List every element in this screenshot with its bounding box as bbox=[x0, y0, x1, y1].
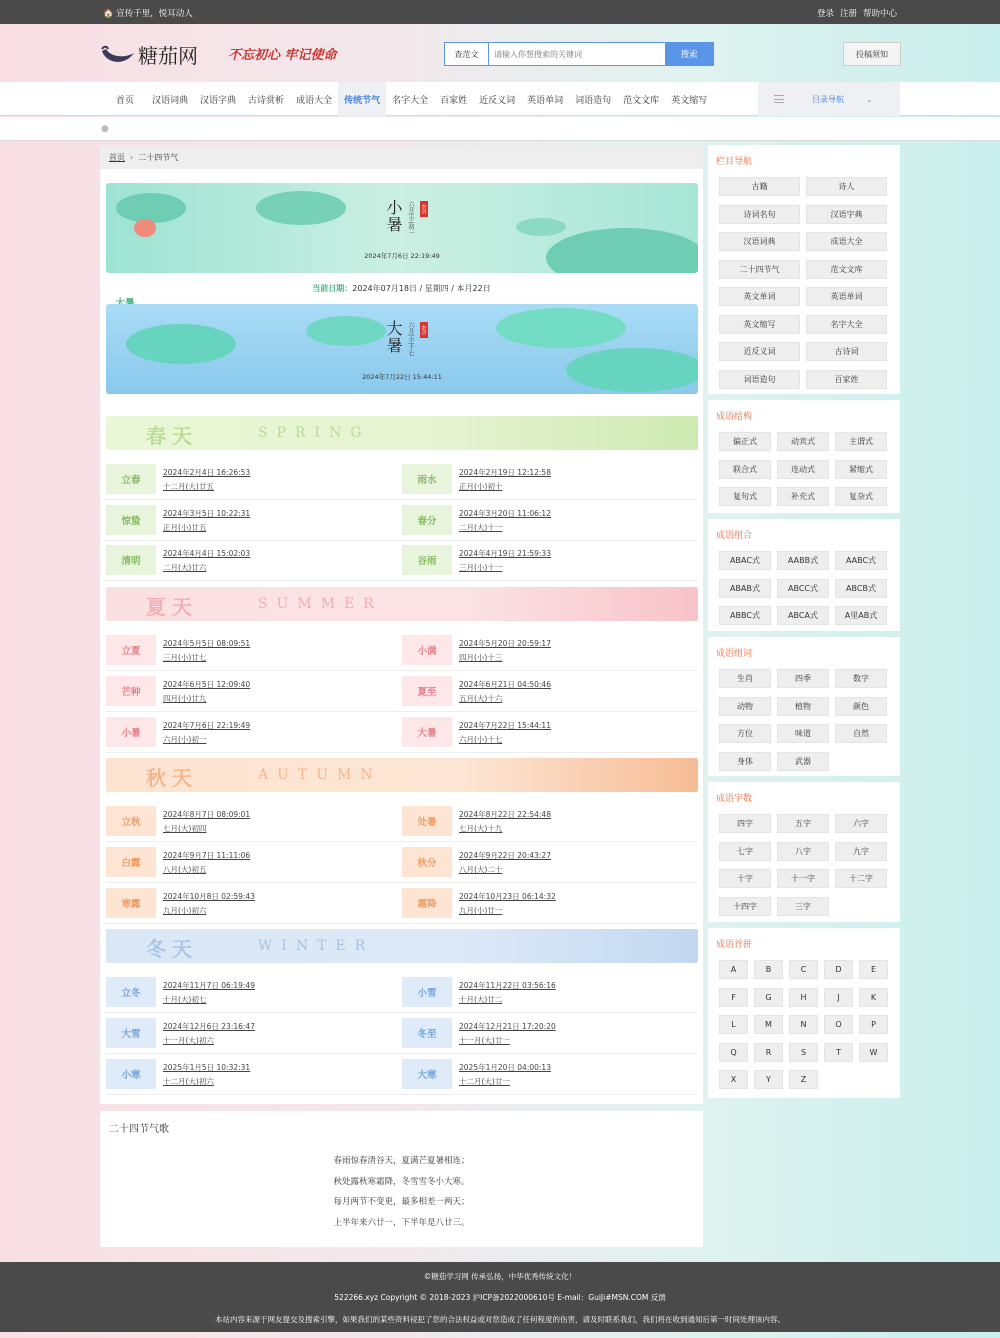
sidebar-box bbox=[708, 519, 900, 631]
top-bar bbox=[0, 0, 1000, 24]
chevron-down-icon: ⌄ bbox=[866, 94, 873, 104]
sidebar-link[interactable]: ABCC式 bbox=[777, 579, 829, 598]
song-line: 秋处露秋寒霜降，冬雪雪冬小大寒。 bbox=[333, 1176, 470, 1187]
location-bar bbox=[0, 117, 1000, 141]
lily-pad bbox=[256, 191, 346, 225]
sidebar-link[interactable]: 五字 bbox=[777, 814, 829, 833]
menu-icon bbox=[774, 95, 784, 103]
season-header-winter bbox=[106, 929, 698, 963]
term-info bbox=[459, 637, 551, 665]
location-pin-icon: ● bbox=[101, 124, 109, 134]
sidebar-link[interactable]: 英文缩写 bbox=[719, 315, 800, 334]
term-lunar[interactable]: 正月(小)廿五 bbox=[163, 522, 207, 532]
sidebar-link[interactable]: 近反义词 bbox=[719, 342, 800, 361]
term-lunar[interactable]: 八月(大)初五 bbox=[163, 864, 207, 874]
song-line: 上半年来六廿一，下半年是八廿三。 bbox=[333, 1217, 470, 1228]
term-info bbox=[163, 466, 250, 494]
sidebar-link[interactable]: 动物 bbox=[719, 697, 771, 716]
term-badge[interactable]: 冬至 bbox=[402, 1018, 452, 1048]
term-info bbox=[459, 1020, 556, 1048]
term-row bbox=[106, 1055, 698, 1095]
sidebar-link[interactable]: 成语大全 bbox=[806, 232, 887, 251]
nav-item[interactable]: 范文文库 bbox=[623, 95, 660, 106]
nav-item[interactable]: 古诗赏析 bbox=[248, 95, 285, 106]
footer-disclaimer: 本站内容来源于网友提交及搜索引擎，如果我们的某些资料侵犯了您的合法权益或对您造成了任何程度的伤害，请及时联系我们，我们将在收到通知后第一时间处理该内容。 bbox=[215, 1315, 785, 1324]
sidebar-link[interactable]: 诗人 bbox=[806, 177, 887, 196]
term-info bbox=[163, 637, 250, 665]
term-badge[interactable]: 秋分 bbox=[402, 847, 452, 877]
sidebar-link[interactable]: AABC式 bbox=[835, 551, 887, 570]
term-row bbox=[106, 1014, 698, 1054]
breadcrumb bbox=[100, 145, 703, 169]
term-date[interactable]: 2024年9月22日 20:43:27 bbox=[459, 850, 551, 860]
sidebar-link[interactable]: Q bbox=[719, 1043, 748, 1062]
term-badge[interactable]: 小暑 bbox=[106, 717, 156, 747]
sidebar-link[interactable]: 联合式 bbox=[719, 460, 771, 479]
season-en: WINTER bbox=[258, 938, 375, 955]
term-badge[interactable]: 春分 bbox=[402, 505, 452, 535]
sidebar-title: 成语结构 bbox=[716, 412, 753, 422]
sidebar-box bbox=[708, 145, 900, 394]
term-badge[interactable]: 白露 bbox=[106, 847, 156, 877]
solar-terms-song bbox=[100, 1111, 703, 1247]
footer-copyright: 522266.xyz Copyright © 2018-2023 沪ICP备2022000610号 E-mail：GuiJi#MSN.COM 反馈 bbox=[334, 1293, 666, 1302]
sidebar-link[interactable]: W bbox=[859, 1043, 888, 1062]
sidebar-link[interactable]: ABAC式 bbox=[719, 551, 771, 570]
sidebar-link[interactable]: L bbox=[719, 1015, 748, 1034]
sidebar-link[interactable]: 紧缩式 bbox=[835, 460, 887, 479]
sidebar-link[interactable]: O bbox=[824, 1015, 853, 1034]
term-row bbox=[106, 672, 698, 712]
term-info bbox=[459, 507, 551, 535]
nav-item[interactable]: 汉语词典 bbox=[152, 95, 189, 106]
sidebar-link[interactable]: 七字 bbox=[719, 842, 771, 861]
sidebar-grid bbox=[719, 960, 888, 1089]
sidebar-grid bbox=[719, 814, 887, 916]
breadcrumb-home[interactable]: 首页 bbox=[109, 153, 125, 162]
current-term-banner bbox=[106, 183, 698, 273]
term-card bbox=[362, 316, 442, 390]
nav-item[interactable]: 近反义词 bbox=[479, 95, 516, 106]
term-info bbox=[459, 1061, 551, 1089]
term-badge[interactable]: 谷雨 bbox=[402, 545, 452, 575]
sidebar-grid bbox=[719, 551, 887, 625]
lily-pad bbox=[516, 218, 566, 236]
term-row bbox=[106, 802, 698, 842]
sidebar-title: 成语首拼 bbox=[716, 940, 753, 950]
term-info bbox=[459, 678, 551, 706]
lily-pad bbox=[496, 308, 626, 348]
sidebar-link[interactable]: 身体 bbox=[719, 752, 771, 771]
sidebar-link[interactable]: 汉语字典 bbox=[806, 205, 887, 224]
sidebar-link[interactable]: 二十四节气 bbox=[719, 260, 800, 279]
term-row bbox=[106, 541, 698, 581]
song-line: 每月两节不变更，最多相差一两天； bbox=[333, 1197, 470, 1207]
season-header-spring bbox=[106, 416, 698, 450]
sidebar-link[interactable]: 十二字 bbox=[835, 869, 887, 888]
sidebar-link[interactable]: 复句式 bbox=[719, 487, 771, 506]
logo-text: 糖茄网 bbox=[138, 44, 198, 68]
season-cn: 夏天 bbox=[146, 595, 198, 620]
main-nav bbox=[0, 82, 1000, 116]
term-lunar[interactable]: 十月(大)廿二 bbox=[459, 995, 503, 1005]
term-row bbox=[106, 631, 698, 671]
term-badge[interactable]: 立冬 bbox=[106, 977, 156, 1007]
sidebar-link[interactable]: G bbox=[754, 988, 783, 1007]
term-badge[interactable]: 寒露 bbox=[106, 888, 156, 918]
term-info bbox=[459, 719, 551, 747]
current-date-value: 2024年07月18日 / 星期四 / 本月22日 bbox=[352, 284, 491, 293]
sidebar-link[interactable]: 百家姓 bbox=[806, 370, 887, 389]
nav-item[interactable]: 词语造句 bbox=[575, 95, 612, 106]
term-info bbox=[459, 849, 551, 877]
season-en: SPRING bbox=[258, 425, 371, 441]
nav-item[interactable]: 名字大全 bbox=[392, 95, 429, 106]
term-date[interactable]: 2025年1月20日 04:00:13 bbox=[459, 1062, 551, 1072]
lily-pad bbox=[116, 193, 186, 223]
term-date[interactable]: 2024年2月4日 16:26:53 bbox=[163, 468, 251, 477]
current-date-label: 当前日期： bbox=[312, 284, 353, 293]
eggplant-icon bbox=[100, 43, 136, 67]
sidebar-link[interactable]: 味道 bbox=[777, 724, 829, 743]
term-row bbox=[106, 884, 698, 924]
lotus-bud bbox=[134, 219, 156, 237]
term-info bbox=[459, 890, 556, 918]
term-lunar[interactable]: 八月(大)二十 bbox=[459, 864, 503, 874]
lily-pad bbox=[566, 348, 698, 392]
login-link[interactable]: 登录 bbox=[816, 9, 834, 19]
term-badge[interactable]: 霜降 bbox=[402, 888, 452, 918]
next-term-banner bbox=[106, 304, 698, 394]
term-date[interactable]: 2024年12月6日 23:16:47 bbox=[163, 1022, 255, 1031]
party-slogan: 不忘初心 牢记使命 bbox=[228, 48, 337, 63]
sidebar-link[interactable]: 诗词名句 bbox=[719, 205, 800, 224]
term-name: 大暑 bbox=[384, 320, 403, 354]
song-title: 二十四节气歌 bbox=[109, 1124, 169, 1135]
term-date[interactable]: 2024年4月19日 21:59:33 bbox=[459, 549, 551, 559]
term-row bbox=[106, 713, 698, 753]
term-info bbox=[459, 808, 551, 836]
term-info bbox=[163, 547, 250, 575]
term-lunar[interactable]: 九月(小)初六 bbox=[163, 905, 207, 915]
term-info bbox=[459, 547, 551, 575]
term-lunar-month: 六月(小)十七 bbox=[407, 322, 414, 357]
term-row bbox=[106, 973, 698, 1013]
sidebar-grid bbox=[719, 432, 887, 506]
term-lunar[interactable]: 十一月(大)廿一 bbox=[459, 1036, 510, 1045]
breadcrumb-separator: › bbox=[130, 153, 134, 162]
term-badge[interactable]: 芒种 bbox=[106, 676, 156, 706]
term-info bbox=[163, 979, 255, 1007]
song-line: 春雨惊春清谷天，夏满芒夏暑相连； bbox=[333, 1156, 470, 1166]
term-date[interactable]: 2024年8月22日 22:54:48 bbox=[459, 810, 551, 820]
sidebar-link[interactable]: 生肖 bbox=[719, 669, 771, 688]
sidebar-link[interactable]: H bbox=[789, 988, 818, 1007]
sidebar-link[interactable]: 汉语词典 bbox=[719, 232, 800, 251]
term-date[interactable]: 2024年6月21日 04:50:46 bbox=[459, 679, 551, 689]
sidebar-link[interactable]: 数字 bbox=[835, 669, 887, 688]
sidebar-box bbox=[708, 637, 900, 776]
sidebar-link[interactable]: 十字 bbox=[719, 869, 771, 888]
term-date[interactable]: 2024年2月19日 12:12:58 bbox=[459, 468, 551, 477]
sidebar-link[interactable]: 连动式 bbox=[777, 460, 829, 479]
term-date[interactable]: 2024年8月7日 08:09:01 bbox=[163, 810, 251, 820]
term-lunar-month: 六月(小)初一 bbox=[407, 201, 414, 236]
help-link[interactable]: 帮助中心 bbox=[862, 9, 897, 19]
sidebar-link[interactable]: J bbox=[824, 988, 853, 1007]
sidebar-link[interactable]: 植物 bbox=[777, 697, 829, 716]
term-badge[interactable]: 夏至 bbox=[402, 676, 452, 706]
term-lunar[interactable]: 十二月(大)廿一 bbox=[459, 1076, 510, 1086]
sidebar-link[interactable]: 动宾式 bbox=[777, 432, 829, 451]
register-link[interactable]: 注册 bbox=[839, 9, 857, 19]
footer-slogan: ©糖茄学习网 传承弘扬，中华优秀传统文化！ bbox=[423, 1272, 577, 1281]
term-info bbox=[163, 1061, 250, 1089]
term-lunar[interactable]: 二月(大)十一 bbox=[459, 522, 503, 532]
sidebar-title: 成语组词 bbox=[716, 649, 753, 659]
sidebar-link[interactable]: 九字 bbox=[835, 842, 887, 861]
lily-pad bbox=[546, 228, 698, 273]
term-badge[interactable]: 惊蛰 bbox=[106, 505, 156, 535]
search-box bbox=[444, 42, 714, 66]
term-date[interactable]: 2024年7月22日 15:44:11 bbox=[459, 720, 551, 730]
term-info bbox=[163, 678, 250, 706]
sidebar-link[interactable]: 主谓式 bbox=[835, 432, 887, 451]
term-lunar[interactable]: 三月(小)廿七 bbox=[163, 653, 207, 663]
term-date[interactable]: 2024年3月5日 10:22:31 bbox=[163, 508, 251, 518]
term-lunar[interactable]: 九月(小)廿一 bbox=[459, 905, 503, 915]
term-row bbox=[106, 460, 698, 500]
term-badge[interactable]: 雨水 bbox=[402, 464, 452, 494]
term-lunar[interactable]: 十一月(大)初六 bbox=[163, 1036, 214, 1045]
term-info bbox=[163, 808, 250, 836]
term-badge[interactable]: 大暑 bbox=[402, 717, 452, 747]
sidebar-link[interactable]: 十四字 bbox=[719, 897, 771, 916]
term-name: 小暑 bbox=[384, 199, 403, 233]
term-lunar[interactable]: 七月(大)初四 bbox=[163, 824, 207, 834]
term-info bbox=[163, 890, 255, 918]
sidebar-link[interactable]: ABCB式 bbox=[835, 579, 887, 598]
term-lunar[interactable]: 三月(小)十一 bbox=[459, 563, 503, 573]
sidebar-link[interactable]: ABAB式 bbox=[719, 579, 771, 598]
term-time: 2024年7月6日 22:19:49 bbox=[364, 252, 440, 260]
term-info bbox=[163, 849, 250, 877]
term-badge[interactable]: 大寒 bbox=[402, 1059, 452, 1089]
sidebar-link[interactable]: 英语单词 bbox=[806, 287, 887, 306]
main-content bbox=[100, 145, 703, 1104]
search-button[interactable]: 搜索 bbox=[665, 43, 713, 65]
term-date[interactable]: 2024年12月21日 17:20:20 bbox=[459, 1022, 556, 1031]
term-lunar[interactable]: 四月(小)十三 bbox=[459, 653, 503, 663]
sidebar-link[interactable]: 六字 bbox=[835, 814, 887, 833]
term-lunar[interactable]: 六月(小)初一 bbox=[163, 734, 207, 744]
sidebar-link[interactable]: E bbox=[859, 960, 888, 979]
term-info bbox=[459, 466, 551, 494]
header bbox=[0, 24, 1000, 82]
nav-item[interactable]: 百家姓 bbox=[440, 95, 468, 106]
song-lines bbox=[100, 1151, 703, 1233]
sidebar-link[interactable]: D bbox=[824, 960, 853, 979]
sidebar-link[interactable]: C bbox=[789, 960, 818, 979]
term-date[interactable]: 2024年7月6日 22:19:49 bbox=[163, 720, 251, 730]
lunar-seal: 农历 bbox=[420, 201, 428, 217]
sidebar-link[interactable]: ABBC式 bbox=[719, 606, 771, 625]
sidebar-link[interactable]: 古籍 bbox=[719, 177, 800, 196]
current-date bbox=[100, 283, 703, 294]
term-badge[interactable]: 小满 bbox=[402, 635, 452, 665]
lily-pad bbox=[126, 324, 236, 364]
sidebar-link[interactable]: M bbox=[754, 1015, 783, 1034]
sidebar-link[interactable]: 补充式 bbox=[777, 487, 829, 506]
term-badge[interactable]: 大雪 bbox=[106, 1018, 156, 1048]
site-logo[interactable] bbox=[100, 40, 198, 69]
nav-item[interactable]: 汉语字典 bbox=[200, 95, 237, 106]
term-info bbox=[163, 507, 250, 535]
term-time: 2024年7月22日 15:44:11 bbox=[362, 373, 442, 381]
sidebar-link[interactable]: X bbox=[719, 1070, 748, 1089]
sidebar-box bbox=[708, 400, 900, 513]
term-row bbox=[106, 843, 698, 883]
term-date[interactable]: 2024年5月5日 08:09:51 bbox=[163, 639, 251, 649]
sidebar-link[interactable]: Y bbox=[754, 1070, 783, 1089]
term-date[interactable]: 2024年6月5日 12:09:40 bbox=[163, 679, 251, 689]
sidebar-link[interactable]: 三字 bbox=[777, 897, 829, 916]
season-header-summer bbox=[106, 587, 698, 621]
term-badge[interactable]: 小寒 bbox=[106, 1059, 156, 1089]
season-en: SUMMER bbox=[258, 596, 383, 613]
lunar-seal: 农历 bbox=[420, 322, 428, 338]
sidebar-link[interactable]: P bbox=[859, 1015, 888, 1034]
top-links bbox=[817, 7, 897, 19]
sidebar-grid bbox=[719, 669, 887, 771]
nav-items bbox=[104, 82, 713, 116]
sidebar-box bbox=[708, 782, 900, 922]
term-date[interactable]: 2024年11月7日 06:19:49 bbox=[163, 981, 255, 991]
sidebar-title: 成语组合 bbox=[716, 531, 753, 541]
term-date[interactable]: 2024年4月4日 15:02:03 bbox=[163, 549, 251, 559]
nav-item[interactable]: 首页 bbox=[116, 95, 135, 106]
term-row bbox=[106, 501, 698, 541]
term-date[interactable]: 2024年9月7日 11:11:06 bbox=[163, 850, 251, 860]
term-badge[interactable]: 立春 bbox=[106, 464, 156, 494]
term-date[interactable]: 2024年3月20日 11:06:12 bbox=[459, 508, 551, 518]
sidebar-link[interactable]: F bbox=[719, 988, 748, 1007]
sidebar-link[interactable]: K bbox=[859, 988, 888, 1007]
term-date[interactable]: 2024年11月22日 03:56:16 bbox=[459, 981, 556, 991]
sidebar-link[interactable]: 颜色 bbox=[835, 697, 887, 716]
term-date[interactable]: 2024年10月23日 06:14:32 bbox=[459, 891, 556, 901]
sidebar-link[interactable]: N bbox=[789, 1015, 818, 1034]
term-lunar[interactable]: 二月(大)廿六 bbox=[163, 563, 207, 573]
season-cn: 冬天 bbox=[146, 937, 198, 962]
term-lunar[interactable]: 六月(小)十七 bbox=[459, 734, 503, 744]
top-slogan: 🏠 宣传千里，悦耳动人 bbox=[103, 9, 193, 19]
term-lunar[interactable]: 七月(大)十九 bbox=[459, 824, 503, 834]
sidebar-link[interactable]: Z bbox=[789, 1070, 818, 1089]
term-lunar[interactable]: 十月(大)初七 bbox=[163, 995, 207, 1005]
term-info bbox=[459, 979, 556, 1007]
sidebar-link[interactable]: T bbox=[824, 1043, 853, 1062]
term-info bbox=[163, 719, 250, 747]
search-type-select[interactable]: 查范文 bbox=[445, 43, 489, 65]
sidebar-link[interactable]: 英文单词 bbox=[719, 287, 800, 306]
sidebar-link[interactable]: S bbox=[789, 1043, 818, 1062]
term-lunar[interactable]: 正月(小)初十 bbox=[459, 482, 503, 491]
term-badge[interactable]: 立秋 bbox=[106, 806, 156, 836]
sidebar-link[interactable]: 自然 bbox=[835, 724, 887, 743]
breadcrumb-current: 二十四节气 bbox=[138, 153, 179, 162]
sidebar-link[interactable]: ABCA式 bbox=[777, 606, 829, 625]
sidebar-title: 栏目导航 bbox=[716, 157, 753, 167]
sidebar-box bbox=[708, 928, 900, 1098]
nav-item[interactable]: 传统节气 bbox=[338, 82, 386, 116]
term-badge[interactable]: 立夏 bbox=[106, 635, 156, 665]
sidebar-link[interactable]: 名字大全 bbox=[806, 315, 887, 334]
term-lunar[interactable]: 四月(小)廿九 bbox=[163, 693, 207, 703]
term-lunar[interactable]: 十二月(大)初六 bbox=[163, 1076, 214, 1086]
sidebar-link[interactable]: 范文文库 bbox=[806, 260, 887, 279]
sidebar-link[interactable]: 八字 bbox=[777, 842, 829, 861]
sidebar-link[interactable]: A bbox=[719, 960, 748, 979]
sidebar-link[interactable]: 武器 bbox=[777, 752, 829, 771]
nav-item[interactable]: 英文缩写 bbox=[671, 95, 708, 106]
term-card bbox=[362, 195, 442, 269]
term-badge[interactable]: 清明 bbox=[106, 545, 156, 575]
sidebar-link[interactable]: 方位 bbox=[719, 724, 771, 743]
term-date[interactable]: 2025年1月5日 10:32:31 bbox=[163, 1062, 251, 1072]
nav-item[interactable]: 成语大全 bbox=[296, 95, 333, 106]
sidebar-link[interactable]: AABB式 bbox=[777, 551, 829, 570]
season-en: AUTUMN bbox=[258, 767, 382, 784]
term-info bbox=[163, 1020, 255, 1048]
sidebar-link[interactable]: 古诗词 bbox=[806, 342, 887, 361]
term-date[interactable]: 2024年5月20日 20:59:17 bbox=[459, 639, 551, 649]
sidebar-title: 成语字数 bbox=[716, 794, 753, 804]
sidebar-link[interactable]: R bbox=[754, 1043, 783, 1062]
footer bbox=[0, 1262, 1000, 1332]
season-header-autumn bbox=[106, 758, 698, 792]
nav-item[interactable]: 英语单词 bbox=[527, 95, 564, 106]
directory-label: 目录导航 bbox=[812, 94, 844, 104]
term-badge[interactable]: 处暑 bbox=[402, 806, 452, 836]
sidebar-link[interactable]: 复杂式 bbox=[835, 487, 887, 506]
term-badge[interactable]: 小雪 bbox=[402, 977, 452, 1007]
season-cn: 春天 bbox=[146, 424, 198, 448]
sidebar-link[interactable]: 词语造句 bbox=[719, 370, 800, 389]
season-cn: 秋天 bbox=[146, 766, 198, 791]
sidebar-grid bbox=[719, 177, 887, 389]
directory-nav[interactable] bbox=[758, 82, 900, 116]
sidebar-link[interactable]: 四季 bbox=[777, 669, 829, 688]
sidebar-link[interactable]: 偏正式 bbox=[719, 432, 771, 451]
contribute-button[interactable]: 投稿须知 bbox=[843, 42, 901, 66]
sidebar-link[interactable]: B bbox=[754, 960, 783, 979]
term-date[interactable]: 2024年10月8日 02:59:43 bbox=[163, 891, 255, 901]
sidebar-link[interactable]: A里AB式 bbox=[835, 606, 887, 625]
search-input[interactable] bbox=[489, 43, 665, 65]
sidebar-link[interactable]: 十一字 bbox=[777, 869, 829, 888]
sidebar-link[interactable]: 四字 bbox=[719, 814, 771, 833]
term-lunar[interactable]: 五月(大)十六 bbox=[459, 693, 503, 703]
term-lunar[interactable]: 十二月(大)廿五 bbox=[163, 482, 214, 491]
